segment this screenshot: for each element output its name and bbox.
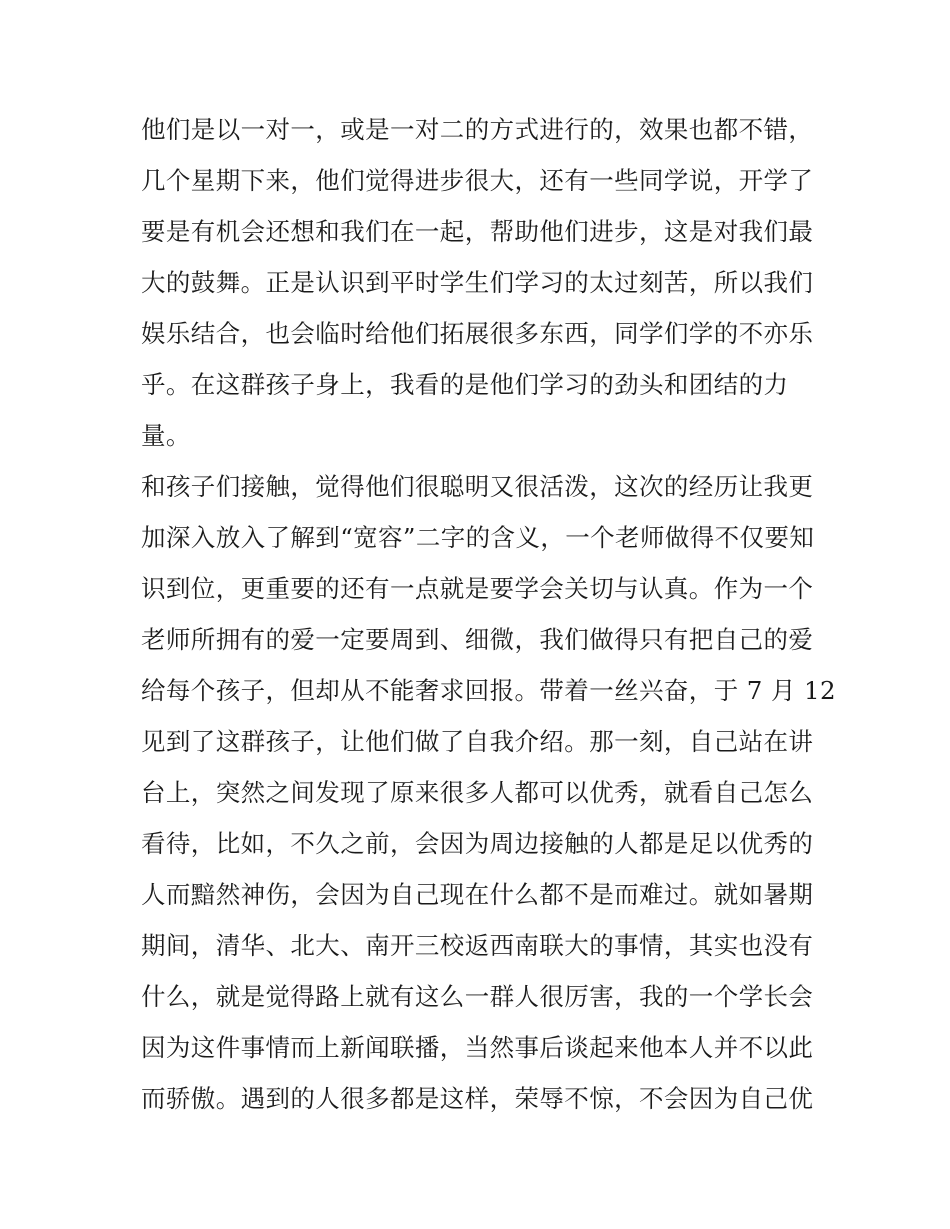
body-text: [141, 104, 837, 1124]
text-line: 要是有机会还想和我们在一起，帮助他们进步，这是对我们最: [141, 217, 814, 246]
text-line: 见到了这群孩子，让他们做了自我介绍。那一刻，自己站在讲: [141, 727, 814, 756]
text-line: 看待，比如，不久之前，会因为周边接触的人都是足以优秀的: [141, 829, 814, 858]
text-line: 人而黯然神伤，会因为自己现在什么都不是而难过。就如暑期: [141, 880, 814, 909]
text-line: 因为这件事情而上新闻联播，当然事后谈起来他本人并不以此: [141, 1033, 814, 1062]
text-line: 识到位，更重要的还有一点就是要学会关切与认真。作为一个: [141, 574, 814, 603]
text-line: 台上，突然之间发现了原来很多人都可以优秀，就看自己怎么: [141, 778, 814, 807]
text-line: 什么，就是觉得路上就有这么一群人很厉害，我的一个学长会: [141, 982, 814, 1011]
text-line: 量。: [141, 421, 191, 450]
text-line: 给每个孩子，但却从不能奢求回报。带着一丝兴奋，于 7 月 12: [141, 676, 837, 705]
text-line: 娱乐结合，也会临时给他们拓展很多东西，同学们学的不亦乐: [141, 319, 814, 348]
text-line: 几个星期下来，他们觉得进步很大，还有一些同学说，开学了: [141, 166, 814, 195]
text-line: 乎。在这群孩子身上，我看的是他们学习的劲头和团结的力: [141, 370, 789, 399]
text-line: 而骄傲。遇到的人很多都是这样，荣辱不惊，不会因为自己优: [141, 1084, 814, 1113]
text-line: 加深入放入了解到“宽容”二字的含义，一个老师做得不仅要知: [141, 523, 815, 552]
text-line: 老师所拥有的爱一定要周到、细微，我们做得只有把自己的爱: [141, 625, 814, 654]
text-line: 他们是以一对一，或是一对二的方式进行的，效果也都不错，: [141, 115, 814, 144]
text-line: 和孩子们接触，觉得他们很聪明又很活泼，这次的经历让我更: [141, 472, 814, 501]
text-line: 大的鼓舞。正是认识到平时学生们学习的太过刻苦，所以我们: [141, 268, 814, 297]
text-line: 期间，清华、北大、南开三校返西南联大的事情，其实也没有: [141, 931, 814, 960]
